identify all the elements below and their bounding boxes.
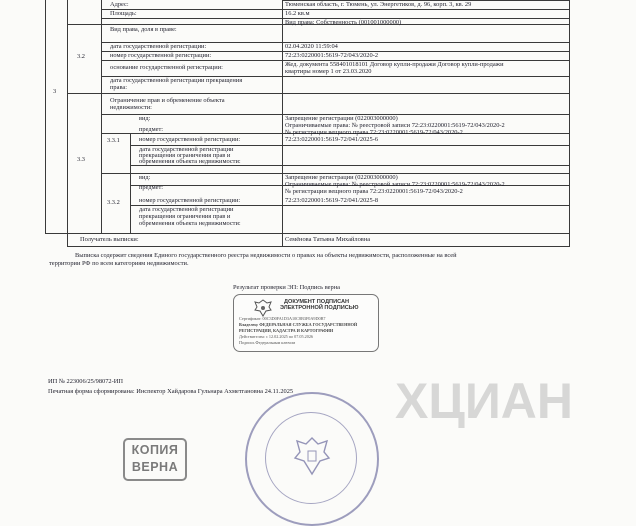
- stamp-line: Действителен: с 12.02.2025 по 07.05.2026: [239, 334, 314, 339]
- signature-check-result: Результат проверки ЭП: Подпись верна: [233, 284, 340, 291]
- section-number: 3.2: [77, 53, 85, 60]
- end-date-label: обременения объекта недвижимости:: [139, 158, 241, 165]
- end-date-label: обременения объекта недвижимости:: [139, 220, 241, 227]
- kind-value: Запрещение регистрации (022003000000): [285, 174, 398, 181]
- watermark: ХЦИАН: [395, 373, 574, 429]
- emblem-icon: [252, 298, 274, 318]
- kind-label: вид:: [139, 174, 151, 181]
- grid-line: [569, 0, 570, 247]
- stamp-text: ВЕРНА: [131, 460, 179, 474]
- enforcement-number: ИП № 223006/25/98072-ИП: [48, 378, 123, 385]
- note-text: Выписка содержит сведения Единого государственного реестра недвижимости о правах на объекты недвижимости, расположенные на всей: [75, 252, 457, 259]
- grid-line: [101, 0, 102, 233]
- formed-by: Печатная форма сформирована: Инспектор Хайдарова Гульнара Ахметгановна 24.11.2025: [48, 388, 294, 395]
- subject-value: № регистрации вещного права 72:23:0220001:5619-72/043/2020-2: [285, 129, 463, 136]
- subject-value: № регистрации вещного права 72:23:0220001:5619-72/043/2020-2: [285, 188, 463, 195]
- reg-number-label: номер государственной регистрации:: [110, 52, 212, 59]
- recipient-label: Получатель выписки:: [80, 236, 139, 243]
- stamp-line: Владелец: ФЕДЕРАЛЬНАЯ СЛУЖБА ГОСУДАРСТВЕННОЙ: [239, 322, 358, 327]
- reg-number-label: номер государственной регистрации:: [139, 197, 241, 204]
- stamp-line: Сертификат: 00C3D0FA1D3A10C8B3F0A9D0B7: [239, 316, 326, 321]
- reg-number-value: 72:23:0220001:5619-72/041/2025-6: [285, 136, 379, 143]
- grid-line: [67, 246, 570, 247]
- address-value: Тюменская область, г. Тюмень, ул. Энергетиков, д. 96, корп. 3, кв. 29: [285, 1, 472, 8]
- subsection-number: 3.3.2: [107, 199, 120, 206]
- copy-certified-stamp: [123, 438, 187, 481]
- end-date-label: дата государственной регистрации: [139, 206, 234, 213]
- reg-number-value: 72:23:0220001:5619-72/043/2020-2: [285, 52, 379, 59]
- grid-line: [45, 233, 570, 234]
- recipient-value: Семёнова Татьяна Михайловна: [285, 236, 371, 243]
- restriction-header: Ограничение прав и обременение объекта: [110, 97, 225, 104]
- end-date-label: дата государственной регистрации: [139, 146, 234, 153]
- address-label: Адрес:: [110, 1, 129, 8]
- area-label: Площадь:: [110, 10, 137, 17]
- basis-value: квартиры номер 1 от 23.03.2020: [285, 68, 372, 75]
- area-value: 16.2 кв.м: [285, 10, 310, 17]
- subject-label: предмет:: [139, 126, 164, 133]
- end-date-label: дата государственной регистрации прекращения: [110, 77, 243, 84]
- subject-value: Ограничиваемые права: № реестровой записи 72:23:0220001:5619-72/043/2020-2: [285, 122, 505, 129]
- grid-line: [101, 9, 570, 10]
- grid-line: [68, 93, 570, 94]
- subsection-number: 3.3.1: [107, 137, 120, 144]
- grid-line: [67, 0, 68, 247]
- stamp-title: ДОКУМЕНТ ПОДПИСАН: [284, 299, 350, 305]
- subject-label: предмет:: [139, 184, 164, 191]
- end-date-label: прекращения ограничения прав и: [139, 213, 231, 220]
- stamp-line: Подпись Федеральным ключом: [239, 340, 296, 345]
- stamp-line: РЕГИСТРАЦИИ, КАДАСТРА И КАРТОГРАФИИ: [239, 328, 334, 333]
- right-kind-value: Вид права: Собственность (001001000000): [285, 19, 402, 26]
- reg-date-value: 02.04.2020 11:59:04: [285, 43, 338, 50]
- stamp-title: ЭЛЕКТРОННОЙ ПОДПИСЬЮ: [280, 305, 359, 311]
- kind-label: вид:: [139, 115, 151, 122]
- section-number: 3: [53, 88, 57, 95]
- end-date-label: права:: [110, 84, 127, 91]
- reg-date-label: дата государственной регистрации:: [110, 43, 207, 50]
- section-number: 3.3: [77, 156, 85, 163]
- kind-value: Запрещение регистрации (022003000000): [285, 115, 398, 122]
- end-date-label: прекращения ограничения прав и: [139, 152, 231, 159]
- grid-line: [130, 133, 131, 233]
- subject-value: Ограничиваемые права: № реестровой записи 72:23:0220001:5619-72/043/2020-2: [285, 181, 505, 188]
- reg-number-label: номер государственной регистрации:: [139, 136, 241, 143]
- stamp-text: КОПИЯ: [131, 443, 179, 457]
- coat-of-arms-icon: [287, 432, 337, 482]
- reg-number-value: 72:23:0220001:5619-72/041/2025-8: [285, 197, 379, 204]
- restriction-header: недвижимости:: [110, 104, 152, 111]
- basis-label: основание государственной регистрации:: [110, 64, 223, 71]
- right-kind-label: Вид права, доля в праве:: [110, 26, 177, 33]
- note-text: территории РФ по всем категориям недвижимости.: [49, 260, 189, 267]
- grid-line: [282, 0, 283, 247]
- official-seal: [245, 392, 379, 526]
- grid-line: [45, 0, 46, 233]
- basis-value: Жед. документа 558401018101 Договор купли-продажи Договор купли-продажи: [285, 61, 504, 68]
- electronic-signature-stamp: [233, 294, 379, 352]
